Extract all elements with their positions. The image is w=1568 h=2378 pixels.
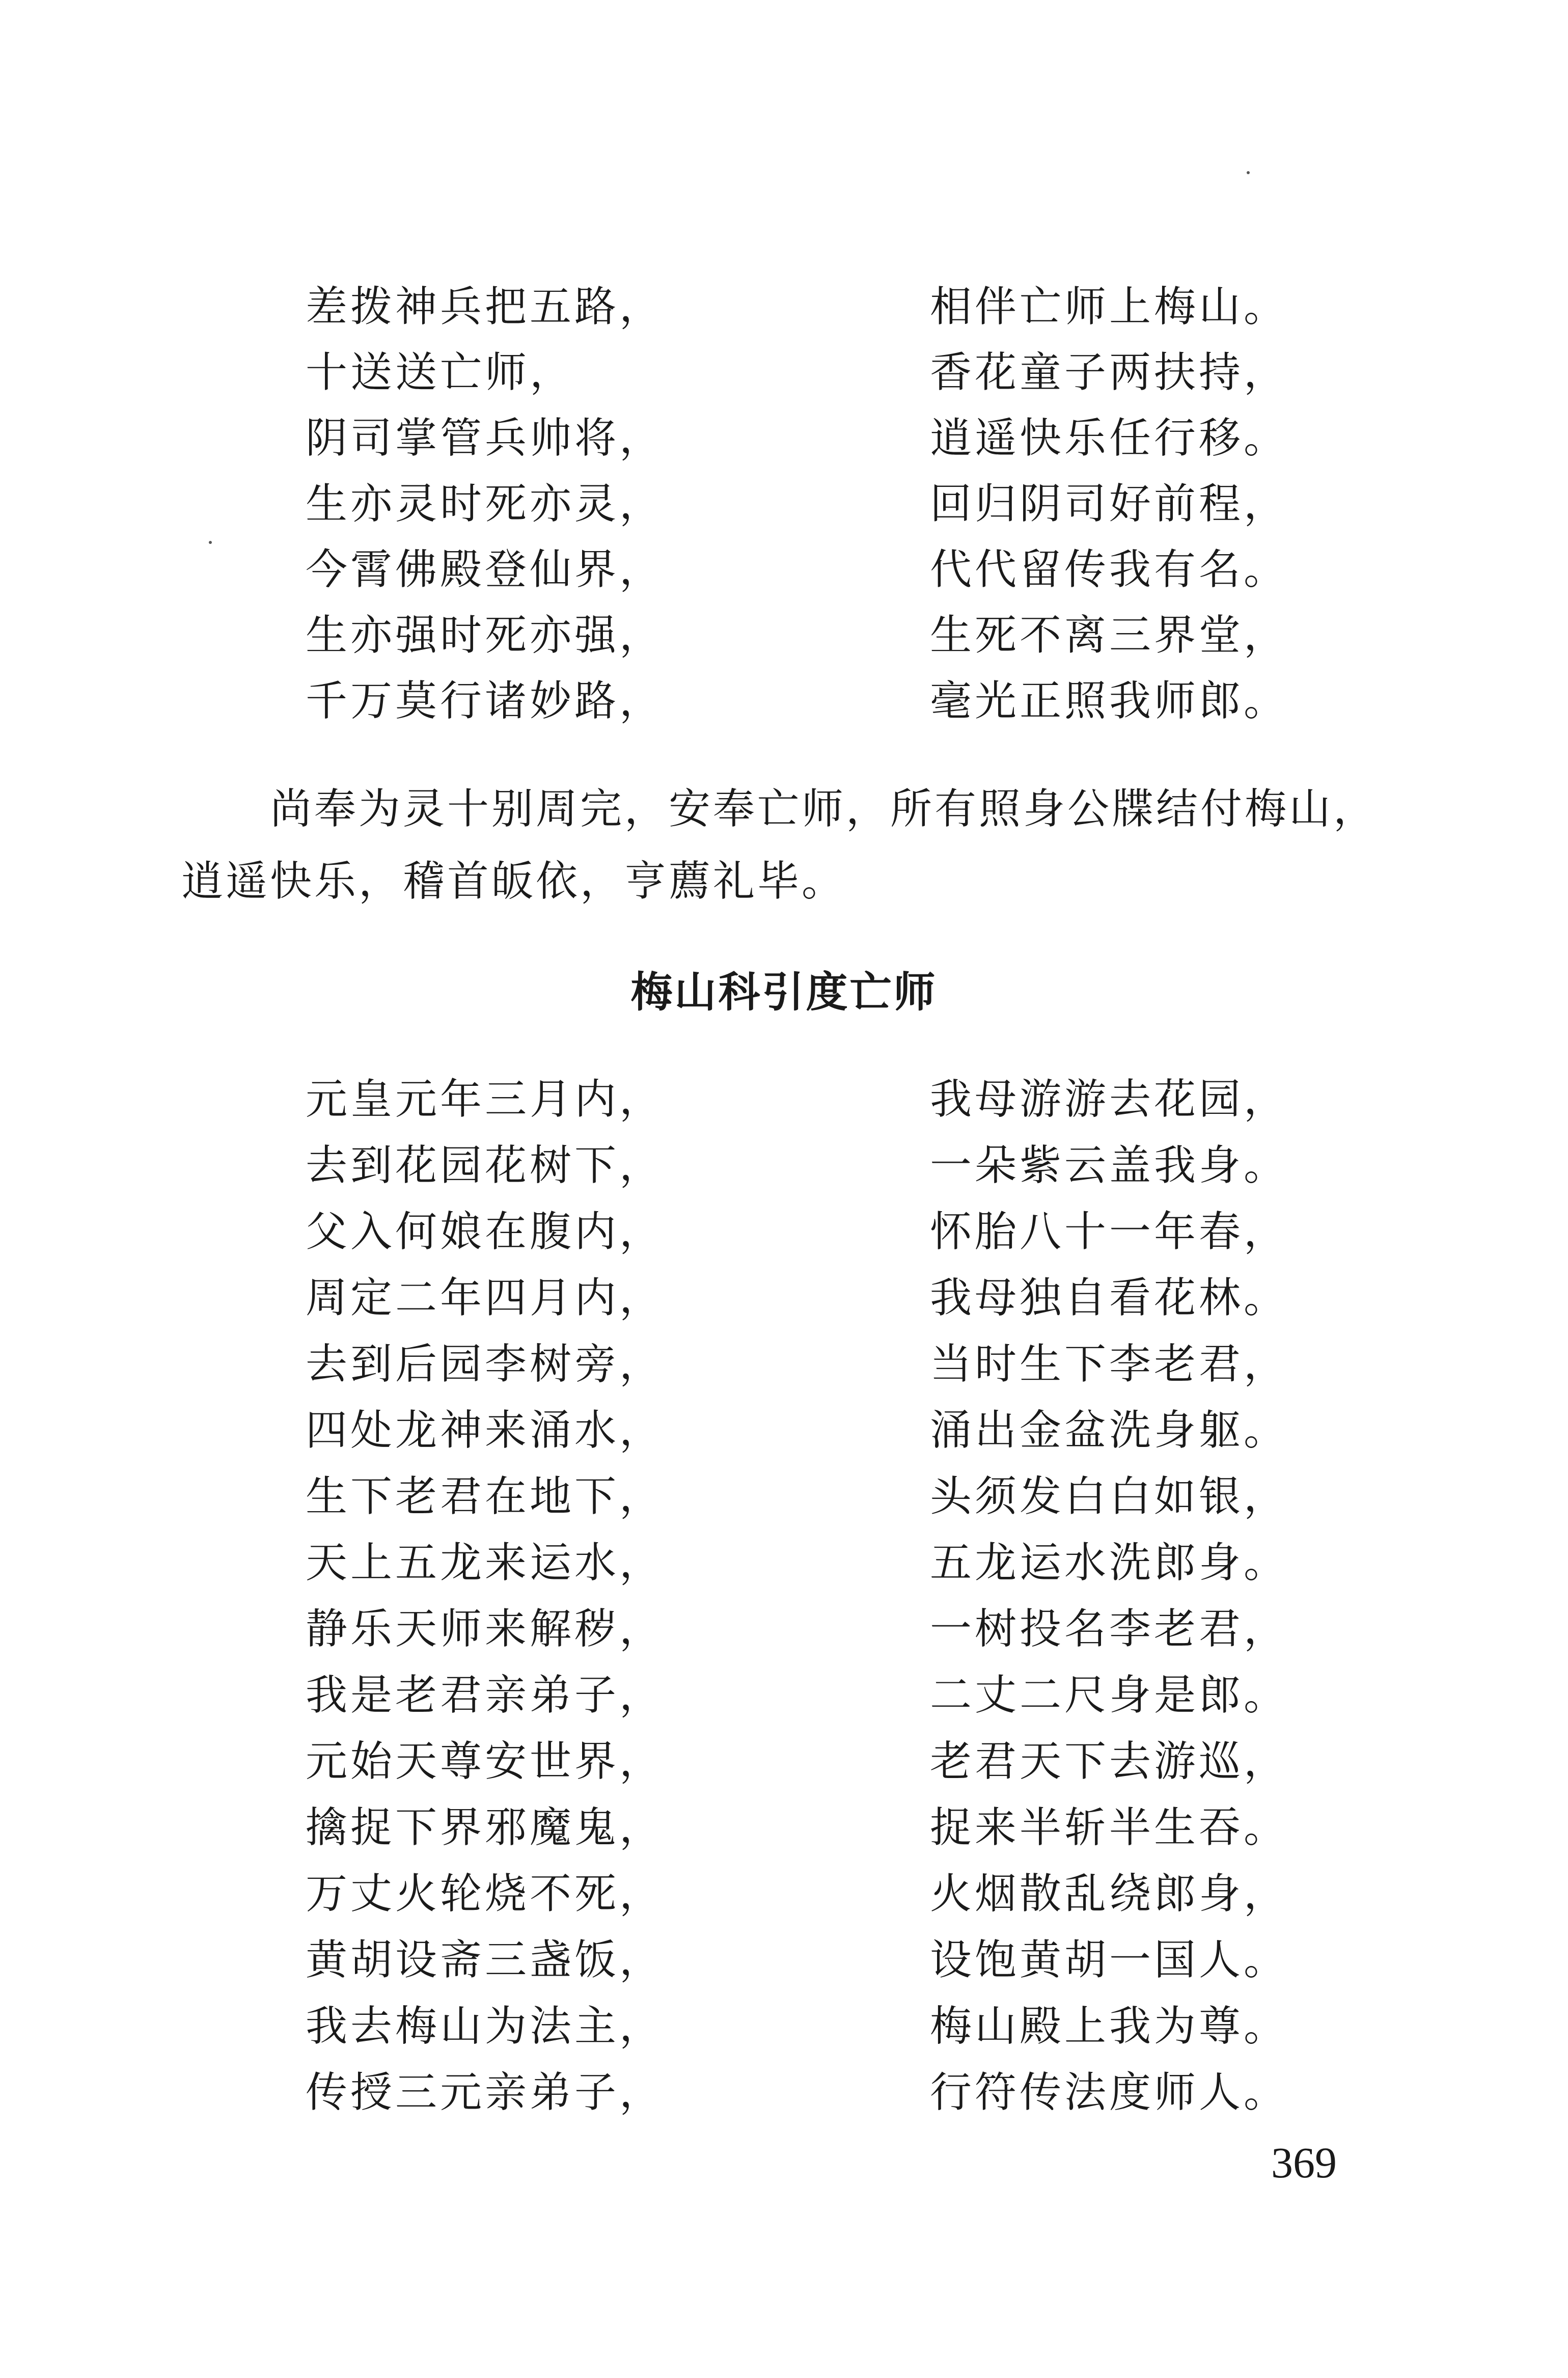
verse-line-right: 五龙运水洗郎身。 [930, 1539, 1289, 1587]
verse-line-right: 一朵紫云盖我身。 [930, 1141, 1289, 1190]
verse-line-right: 老君天下去游巡， [930, 1737, 1289, 1786]
verse-line-right: 相伴亡师上梅山。 [930, 283, 1289, 331]
verse-line [306, 1596, 1324, 1662]
verse-line-right: 梅山殿上我为尊。 [930, 2002, 1289, 2051]
prose-paragraph [181, 773, 1393, 918]
verse-line [306, 1133, 1324, 1199]
verse-line-left: 擒捉下界邪魔鬼， [306, 1803, 665, 1852]
verse-line [306, 1067, 1324, 1133]
verse-line-right: 毫光正照我师郎。 [930, 677, 1289, 725]
verse-line [306, 2060, 1324, 2126]
verse-line [306, 1861, 1324, 1927]
verse-line [306, 1331, 1324, 1398]
verse-line-right: 逍遥快乐任行移。 [930, 414, 1289, 462]
verse-line-right: 回归阴司好前程， [930, 480, 1289, 528]
scan-speck [209, 541, 212, 544]
verse-line-left: 四处龙神来涌水， [306, 1406, 665, 1455]
verse-block-2 [306, 1067, 1324, 2126]
verse-line-right: 涌出金盆洗身躯。 [930, 1406, 1289, 1455]
verse-line-right: 我母游游去花园， [930, 1075, 1289, 1124]
verse-line [306, 1729, 1324, 1795]
verse-line-left: 去到花园花树下， [306, 1141, 665, 1190]
verse-line-left: 传授三元亲弟子， [306, 2068, 665, 2117]
section-heading: 梅山科引度亡师 [630, 968, 938, 1017]
verse-line-right: 二丈二尺身是郎。 [930, 1671, 1289, 1719]
verse-line-right: 我母独自看花林。 [930, 1274, 1289, 1322]
verse-line [306, 1464, 1324, 1530]
verse-line-left: 差拨神兵把五路， [306, 283, 665, 331]
verse-line-left: 我是老君亲弟子， [306, 1671, 665, 1719]
verse-line [306, 1993, 1324, 2060]
verse-line-left: 千万莫行诸妙路， [306, 677, 665, 725]
verse-line-right: 代代留传我有名。 [930, 545, 1289, 594]
verse-line [306, 274, 1324, 340]
verse-line [306, 1265, 1324, 1331]
verse-line-left: 阴司掌管兵帅将， [306, 414, 665, 462]
verse-line-right: 捉来半斩半生吞。 [930, 1803, 1289, 1852]
verse-line [306, 405, 1324, 471]
verse-line [306, 1199, 1324, 1265]
verse-line-right: 火烟散乱绕郎身， [930, 1870, 1289, 1918]
verse-line [306, 471, 1324, 537]
verse-line-left: 我去梅山为法主， [306, 2002, 665, 2051]
verse-line-left: 天上五龙来运水， [306, 1539, 665, 1587]
verse-line-left: 周定二年四月内， [306, 1274, 665, 1322]
verse-line [306, 1530, 1324, 1596]
verse-line [306, 1662, 1324, 1729]
verse-line-left: 生下老君在地下， [306, 1472, 665, 1521]
verse-line [306, 603, 1324, 668]
page-number: 369 [1271, 2138, 1337, 2187]
verse-line [306, 1398, 1324, 1464]
verse-line-left: 父入何娘在腹内， [306, 1208, 665, 1256]
verse-line-right: 香花童子两扶持， [930, 348, 1289, 397]
verse-line-right: 行符传法度师人。 [930, 2068, 1289, 2117]
verse-line [306, 537, 1324, 603]
verse-line-right: 当时生下李老君， [930, 1340, 1289, 1388]
verse-line-left: 静乐天师来解秽， [306, 1605, 665, 1653]
verse-line-right: 头须发白白如银， [930, 1472, 1289, 1521]
verse-line-right: 生死不离三界堂， [930, 611, 1289, 660]
verse-line [306, 1927, 1324, 1993]
verse-line-left: 今霄佛殿登仙界， [306, 545, 665, 594]
verse-line [306, 340, 1324, 405]
verse-line-left: 去到后园李树旁， [306, 1340, 665, 1388]
prose-text: 尚奉为灵十别周完，安奉亡师，所有照身公牒结付梅山，逍遥快乐，稽首皈依，亨薦礼毕。 [181, 785, 1378, 906]
verse-line-left: 万丈火轮烧不死， [306, 1870, 665, 1918]
verse-line [306, 1795, 1324, 1861]
verse-block-1 [306, 274, 1324, 734]
verse-line-left: 黄胡设斋三盏饭， [306, 1936, 665, 1984]
verse-line-left: 生亦灵时死亦灵， [306, 480, 665, 528]
verse-line-left: 十送送亡师， [306, 348, 575, 397]
verse-line-right: 一树投名李老君， [930, 1605, 1289, 1653]
verse-line-right: 怀胎八十一年春， [930, 1208, 1289, 1256]
scan-speck [1247, 171, 1250, 174]
verse-line-left: 元始天尊安世界， [306, 1737, 665, 1786]
verse-line-left: 生亦强时死亦强， [306, 611, 665, 660]
verse-line-right: 设饱黄胡一国人。 [930, 1936, 1289, 1984]
verse-line [306, 668, 1324, 734]
verse-line-left: 元皇元年三月内， [306, 1075, 665, 1124]
